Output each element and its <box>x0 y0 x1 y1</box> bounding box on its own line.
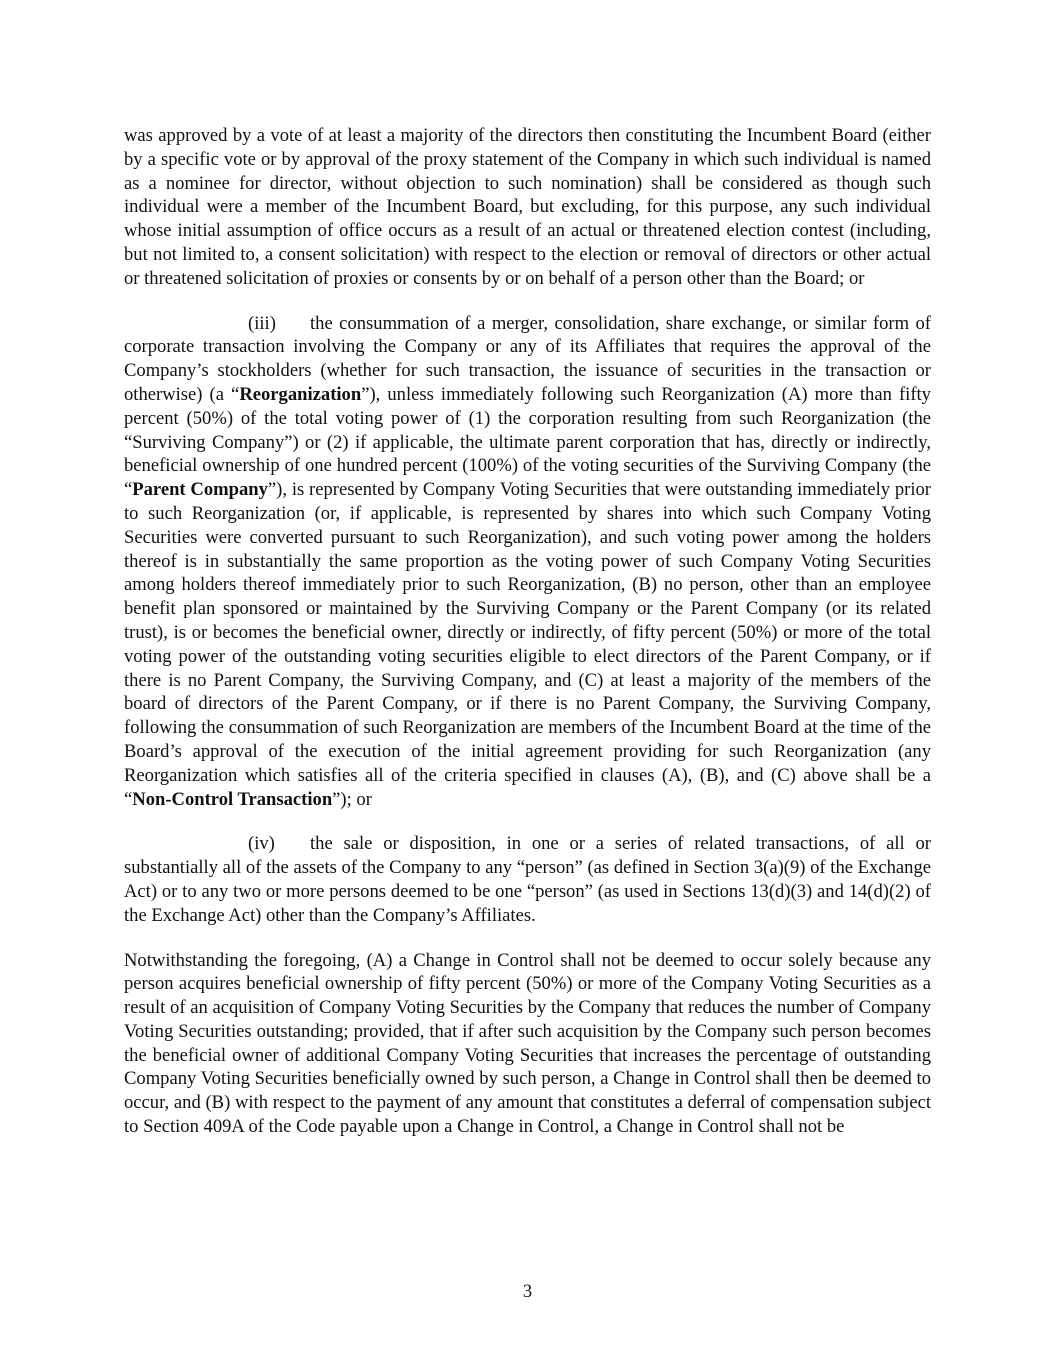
clause-iii-text-part-2: ”), unless immediately following such Reorganization (A) more than fifty percent (50%) of the total voting power of (1) the corporation resulting from such Reorganization (the “Surviving Company”) or (2) if applicable, the ultimate parent corporation that has, directly or indirectly, beneficial ownership of one hundred percent (100%) of the voting securities of the Surviving Company (the “ <box>124 383 931 501</box>
paragraph-clause-iii-reorganization <box>124 312 931 812</box>
defined-term-reorganization: Reorganization <box>239 383 362 405</box>
paragraph-clause-iv-sale-of-assets <box>124 832 931 927</box>
clause-number-iv: (iv) <box>248 833 275 855</box>
document-page <box>124 124 931 1139</box>
clause-iii-text-part-3: ”), is represented by Company Voting Securities that were outstanding immediately prior to such Reorganization (or, if applicable, is represented by shares into which such Company Voting Securities were converted pursuant to such Reorganization), and such voting power among the holders thereof is in substantially the same proportion as the voting power of such Company Voting Securities among holders thereof immediately prior to such Reorganization, (B) no person, other than an employee benefit plan sponsored or maintained by the Surviving Company or the Parent Company (or its related trust), is or becomes the beneficial owner, directly or indirectly, of fifty percent (50%) or more of the total voting power of the outstanding voting securities eligible to elect directors of the Parent Company, or if there is no Parent Company, the Surviving Company, and (C) at least a majority of the members of the board of directors of the Parent Company, or if there is no Parent Company, the Surviving Company, following the consummation of such Reorganization are members of the Incumbent Board at the time of the Board’s approval of the execution of the initial agreement providing for such Reorganization (any Reorganization which satisfies all of the criteria specified in clauses (A), (B), and (C) above shall be a “ <box>124 479 931 810</box>
clause-iii-text-part-1: the consummation of a merger, consolidation, share exchange, or similar form of corporate transaction involving the Company or any of its Affiliates that requires the approval of the Company’s stockholders (whether for such transaction, the issuance of securities in the transaction or otherwise) (a “ <box>124 312 931 405</box>
paragraph-incumbent-board-continuation: was approved by a vote of at least a majority of the directors then constituting the Incumbent Board (either by a specific vote or by approval of the proxy statement of the Company in which such individual is named as a nominee for director, without objection to such nomination) shall be considered as though such individual were a member of the Incumbent Board, but excluding, for this purpose, any such individual whose initial assumption of office occurs as a result of an actual or threatened election contest (including, but not limited to, a consent solicitation) with respect to the election or removal of directors or other actual or threatened solicitation of proxies or consents by or on behalf of a person other than the Board; or <box>124 125 931 289</box>
clause-number-iii: (iii) <box>248 312 276 334</box>
paragraph-notwithstanding: Notwithstanding the foregoing, (A) a Change in Control shall not be deemed to occur solely because any person acquires beneficial ownership of fifty percent (50%) or more of the Company Voting Securities as a result of an acquisition of Company Voting Securities by the Company that reduces the number of Company Voting Securities outstanding; provided, that if after such acquisition by the Company such person becomes the beneficial owner of additional Company Voting Securities that increases the percentage of outstanding Company Voting Securities beneficially owned by such person, a Change in Control shall then be deemed to occur, and (B) with respect to the payment of any amount that constitutes a deferral of compensation subject to Section 409A of the Code payable upon a Change in Control, a Change in Control shall not be <box>124 949 931 1138</box>
page-number: 3 <box>522 1281 533 1302</box>
clause-iii-text-part-4: ”); or <box>332 788 372 810</box>
defined-term-parent-company: Parent Company <box>132 479 268 501</box>
clause-iv-text: the sale or disposition, in one or a series of related transactions, of all or substantially all of the assets of the Company to any “person” (as defined in Section 3(a)(9) of the Exchange Act) or to any two or more persons deemed to be one “person” (as used in Sections 13(d)(3) and 14(d)(2) of the Exchange Act) other than the Company’s Affiliates. <box>124 833 931 926</box>
defined-term-non-control-transaction: Non-Control Transaction <box>132 788 333 810</box>
